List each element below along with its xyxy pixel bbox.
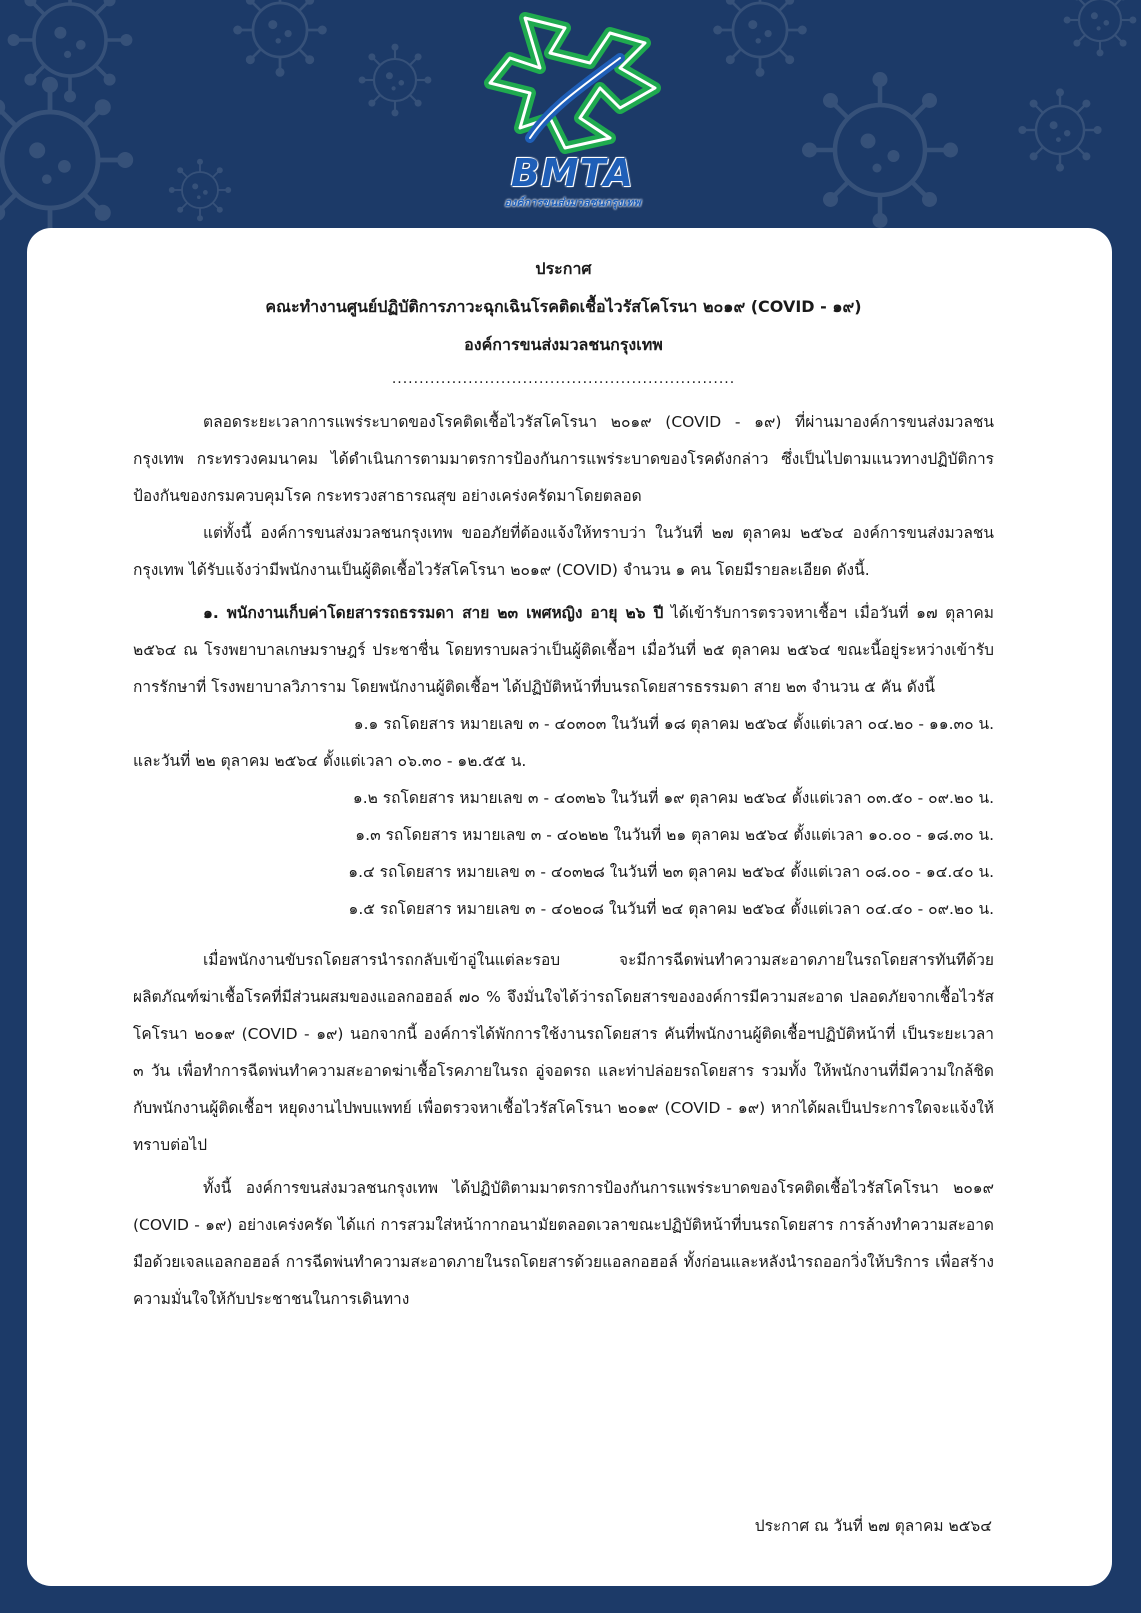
paragraph-case-detail (133, 595, 994, 706)
bus-item-5: ๑.๕ รถโดยสาร หมายเลข ๓ - ๔๐๒๐๘ ในวันที่ ๒๔ ตุลาคม ๒๕๖๔ ตั้งแต่เวลา ๐๔.๔๐ - ๐๙.๒๐ น. (348, 900, 994, 918)
bus-item-1: ๑.๑ รถโดยสาร หมายเลข ๓ - ๔๐๓๐๓ ในวันที่ ๑๘ ตุลาคม ๒๕๖๔ ตั้งแต่เวลา ๐๔.๒๐ - ๑๑.๓๐ น. (353, 715, 994, 733)
case-detail-text: ได้เข้ารับการตรวจหาเชื้อฯ เมื่อวันที่ ๑๗ ตุลาคม ๒๕๖๔ ณ โรงพยาบาลเกษมราษฎร์ ประชาชื่น โดยทราบผลว่าเป็นผู้ติดเชื้อฯ เมื่อวันที่ ๒๕ ตุลาคม ๒๕๖๔ ขณะนี้อยู่ระหว่างเข้ารับการรักษาที่ โรงพยาบาลวิภาราม โดยพนักงานผู้ติดเชื้อฯ ได้ปฏิบัติหน้าที่บนรถโดยสารธรรมดา สาย ๒๓ จำนวน ๕ คัน ดังนี้ (133, 604, 994, 696)
bmta-logo-text: BMTA (510, 151, 635, 195)
bmta-logo (470, 8, 675, 208)
paragraph-cleaning-measures: เมื่อพนักงานขับรถโดยสารนำรถกลับเข้าอู่ในแต่ละรอบ จะมีการฉีดพ่นทำความสะอาดภายในรถโดยสารทันทีด้วยผลิตภัณฑ์ฆ่าเชื้อโรคที่มีส่วนผสมของแอลกอฮอล์ ๗๐ % จึงมั่นใจได้ว่ารถโดยสารขององค์การมีความสะอาด ปลอดภัยจากเชื้อไวรัสโคโรนา ๒๐๑๙ (COVID - ๑๙) นอกจากนี้ องค์การได้พักการใช้งานรถโดยสาร คันที่พนักงานผู้ติดเชื้อฯปฏิบัติหน้าที่ เป็นระยะเวลา ๓ วัน เพื่อทำการฉีดพ่นทำความสะอาดฆ่าเชื้อโรคภายในรถ อู่จอดรถ และท่าปล่อยรถโดยสาร รวมทั้ง ให้พนักงานที่มีความใกล้ชิดกับพนักงานผู้ติดเชื้อฯ หยุดงานไปพบแพทย์ เพื่อตรวจหาเชื้อไวรัสโคโรนา ๒๐๑๙ (COVID - ๑๙) หากได้ผลเป็นประการใดจะแจ้งให้ทราบต่อไป (133, 951, 994, 1154)
announcement-subtitle: คณะทำงานศูนย์ปฏิบัติการภาวะฉุกเฉินโรคติดเชื้อไวรัสโคโรนา ๒๐๑๙ (COVID - ๑๙) (265, 297, 862, 316)
announcement-card (27, 228, 1112, 1586)
announcement-title: ประกาศ (535, 259, 592, 278)
paragraph-notice: แต่ทั้งนี้ องค์การขนส่งมวลชนกรุงเทพ ขออภัยที่ต้องแจ้งให้ทราบว่า ในวันที่ ๒๗ ตุลาคม ๒๕๖๔ องค์การขนส่งมวลชนกรุงเทพ ได้รับแจ้งว่ามีพนักงานเป็นผู้ติดเชื้อไวรัสโคโรนา ๒๐๑๙ (COVID) จำนวน ๑ คน โดยมีรายละเอียด ดังนี้. (133, 524, 994, 579)
case-summary: ๑. พนักงานเก็บค่าโดยสารรถธรรมดา สาย ๒๓ เพศหญิง อายุ ๒๖ ปี (203, 604, 664, 622)
bus-item-4: ๑.๔ รถโดยสาร หมายเลข ๓ - ๔๐๓๒๘ ในวันที่ ๒๓ ตุลาคม ๒๕๖๔ ตั้งแต่เวลา ๐๘.๐๐ - ๑๔.๔๐ น. (348, 863, 994, 881)
paragraph-intro: ตลอดระยะเวลาการแพร่ระบาดของโรคติดเชื้อไวรัสโคโรนา ๒๐๑๙ (COVID - ๑๙) ที่ผ่านมาองค์การขนส่งมวลชนกรุงเทพ กระทรวงคมนาคม ได้ดำเนินการตามมาตรการป้องกันการแพร่ระบาดของโรคดังกล่าว ซึ่งเป็นไปตามแนวทางปฏิบัติการป้องกันของกรมควบคุมโรค กระทรวงสาธารณสุข อย่างเคร่งครัดมาโดยตลอด (133, 413, 994, 505)
paragraph-prevention-measures: ทั้งนี้ องค์การขนส่งมวลชนกรุงเทพ ได้ปฏิบัติตามมาตรการป้องกันการแพร่ระบาดของโรคติดเชื้อไวรัสโคโรนา ๒๐๑๙ (COVID - ๑๙) อย่างเคร่งครัด ได้แก่ การสวมใส่หน้ากากอนามัยตลอดเวลาขณะปฏิบัติหน้าที่บนรถโดยสาร การล้างทำความสะอาดมือด้วยเจลแอลกอฮอล์ การฉีดพ่นทำความสะอาดภายในรถโดยสารด้วยแอลกอฮอล์ ทั้งก่อนและหลังนำรถออกวิ่งให้บริการ เพื่อสร้างความมั่นใจให้กับประชาชนในการเดินทาง (133, 1179, 994, 1308)
announcement-signoff: ประกาศ ณ วันที่ ๒๗ ตุลาคม ๒๕๖๔ (754, 1517, 992, 1535)
bus-item-1-continuation: และวันที่ ๒๒ ตุลาคม ๒๕๖๔ ตั้งแต่เวลา ๐๖.๓๐ - ๑๒.๕๕ น. (133, 752, 527, 770)
bus-item-3: ๑.๓ รถโดยสาร หมายเลข ๓ - ๔๐๒๒๒ ในวันที่ ๒๑ ตุลาคม ๒๕๖๔ ตั้งแต่เวลา ๑๐.๐๐ - ๑๘.๓๐ น. (355, 826, 994, 844)
separator-dots: ............................................................... (391, 371, 736, 387)
bmta-logo-subtext: องค์การขนส่งมวลชนกรุงเทพ (504, 196, 641, 209)
bmta-logo-emblem (470, 8, 675, 158)
bus-item-2: ๑.๒ รถโดยสาร หมายเลข ๓ - ๔๐๓๒๖ ในวันที่ ๑๙ ตุลาคม ๒๕๖๔ ตั้งแต่เวลา ๐๓.๕๐ - ๐๙.๒๐ น. (352, 789, 994, 807)
announcement-heading (133, 250, 994, 364)
announcement-organization: องค์การขนส่งมวลชนกรุงเทพ (464, 335, 663, 354)
